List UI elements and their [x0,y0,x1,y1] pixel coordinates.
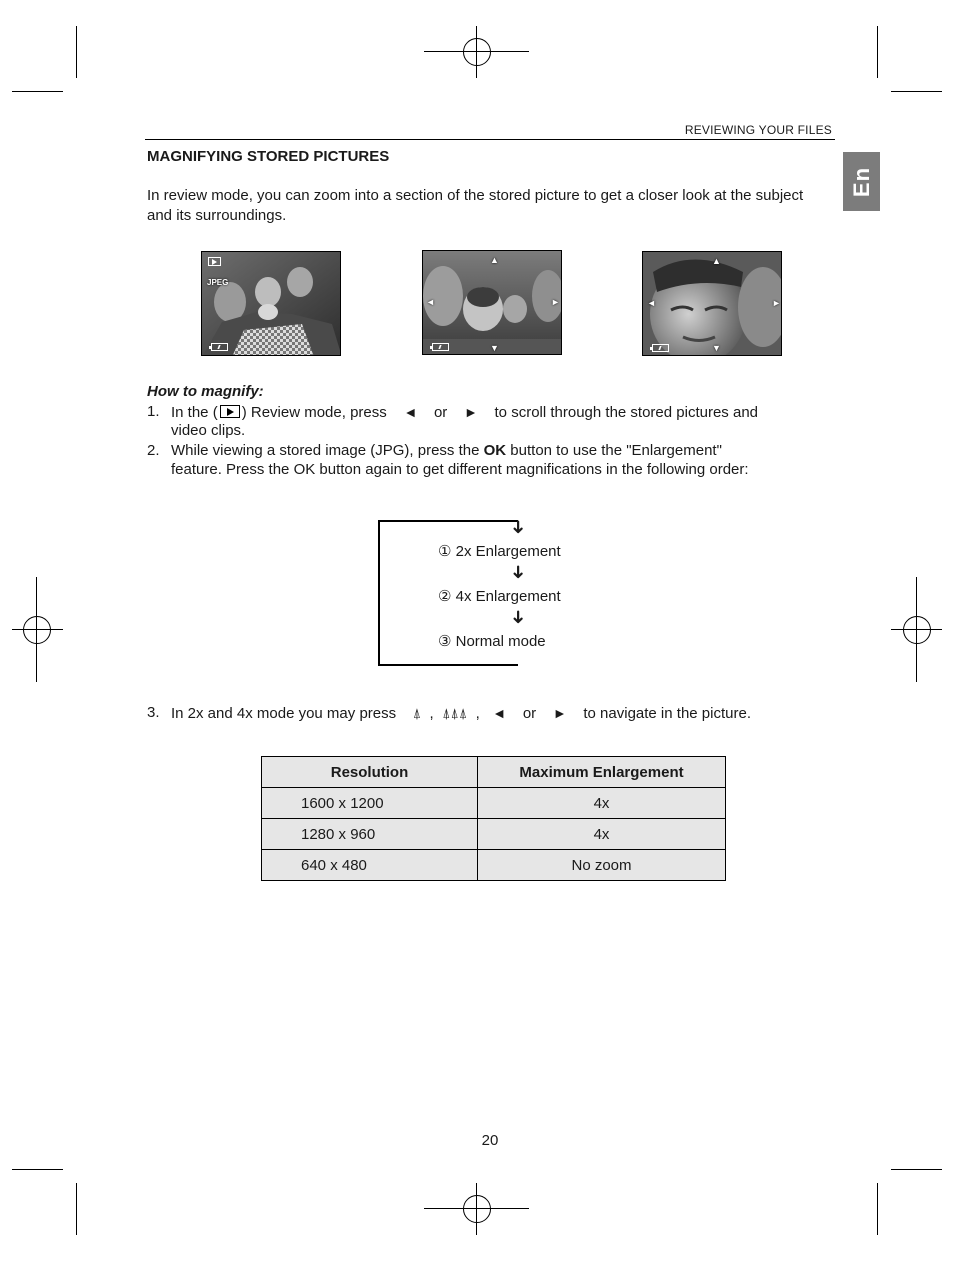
right-arrow-icon: ► [552,705,567,721]
ok-button-label: OK [483,442,507,459]
step-3-number: 3. [147,704,160,721]
nav-down-indicator: ▼ [712,343,721,353]
zoom-4x-photo [643,252,782,356]
table-header-row [262,757,726,788]
step-2-line-2: feature. Press the OK button again to get different magnifications in the following order: [171,461,749,478]
column-header-resolution: Resolution [262,757,478,788]
or-text: or [522,705,537,722]
step-3-text-b: to navigate in the picture. [583,705,751,722]
column-header-max-enlargement: Maximum Enlargement [478,757,726,788]
screen-normal [201,251,341,356]
left-arrow-icon: ◄ [403,404,418,420]
screen-4x [642,251,782,356]
nav-down-indicator: ▼ [490,343,499,353]
battery-icon [211,343,228,351]
nav-right-indicator: ► [551,297,560,307]
language-tab [843,152,880,211]
cycle-step-1-label: 2x Enlargement [455,543,561,560]
nav-left-indicator: ◄ [426,297,435,307]
nav-left-indicator: ◄ [647,298,656,308]
step-2-line-1 [171,441,722,461]
battery-icon [652,344,669,352]
comma-2: , [475,705,480,722]
step-1-number: 1. [147,403,160,420]
step-1-line-2: video clips. [171,422,246,439]
step-1-line-1 [171,402,758,423]
right-arrow-icon: ► [463,404,478,420]
step-1-text-b: ) Review mode, press [241,404,387,421]
up-arrow-icon: ⍋ [412,705,422,721]
battery-icon [432,343,449,351]
down-arrows-icon: ⍋⍋⍋ [442,705,468,721]
screen-2x [422,250,562,355]
step-1-text-a: In the ( [171,404,218,421]
intro-paragraph: In review mode, you can zoom into a section of the stored picture to get a closer look at the subject and its surroundings. [147,187,804,224]
header-rule [145,139,835,140]
resolution-table [261,756,726,881]
running-header: REVIEWING YOUR FILES [684,123,832,137]
down-arrow-icon: ➜ [508,519,529,535]
nav-right-indicator: ► [772,298,781,308]
or-text: or [433,404,448,421]
step-1-text-c: to scroll through the stored pictures and [494,404,758,421]
circled-3: ③ [438,633,452,650]
how-to-heading: How to magnify: [147,383,264,400]
resolution-cell: 1280 x 960 [262,819,478,850]
cycle-step-1 [438,543,561,561]
resolution-cell: 1600 x 1200 [262,788,478,819]
table-row [262,788,726,819]
down-arrow-icon: ➜ [508,609,529,625]
down-arrow-icon: ➜ [508,564,529,580]
step-3-line [171,703,751,724]
format-label: JPEG [207,278,229,287]
table-row [262,850,726,881]
play-mode-icon [220,405,240,418]
comma-1: , [429,705,434,722]
step-2-number: 2. [147,442,160,459]
step-3-text-a: In 2x and 4x mode you may press [171,705,397,722]
circled-2: ② [438,588,452,605]
enlargement-cell: 4x [478,819,726,850]
nav-up-indicator: ▲ [712,256,721,266]
cycle-step-3-label: Normal mode [455,633,546,650]
play-icon [208,257,221,266]
cycle-step-2 [438,588,561,606]
circled-1: ① [438,543,452,560]
table-row [262,819,726,850]
enlargement-cell: 4x [478,788,726,819]
left-arrow-icon: ◄ [492,705,507,721]
nav-up-indicator: ▲ [490,255,499,265]
enlargement-cell: No zoom [478,850,726,881]
cycle-step-2-label: 4x Enlargement [455,588,561,605]
section-title: MAGNIFYING STORED PICTURES [147,148,390,165]
resolution-cell: 640 x 480 [262,850,478,881]
zoom-2x-photo [423,251,562,355]
page-number: 20 [481,1132,499,1149]
step-2-text-b: button to use the "Enlargement" [510,442,722,459]
language-tab-label: En [848,166,874,197]
family-photo [202,252,341,356]
cycle-step-3 [438,633,546,651]
step-2-text-a: While viewing a stored image (JPG), press the [171,442,480,459]
